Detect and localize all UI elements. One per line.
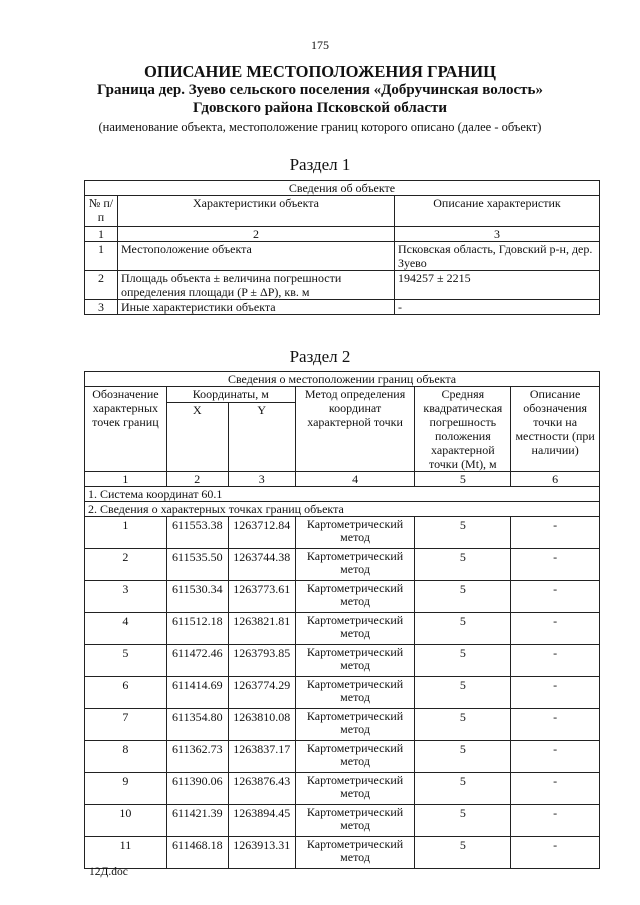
header-characteristic: Характеристики объекта [118, 196, 395, 227]
point-method: Картометрический метод [295, 613, 415, 645]
point-y: 1263837.17 [228, 741, 295, 773]
point-x: 611414.69 [166, 677, 228, 709]
point-number: 1 [85, 517, 167, 549]
points-body [85, 517, 600, 869]
object-info-table [84, 180, 600, 315]
point-accuracy: 5 [415, 549, 511, 581]
point-number: 7 [85, 709, 167, 741]
col-number: 1 [85, 227, 118, 242]
point-number: 2 [85, 549, 167, 581]
point-accuracy: 5 [415, 805, 511, 837]
point-number: 4 [85, 613, 167, 645]
point-method: Картометрический метод [295, 517, 415, 549]
object-info-caption: Сведения об объекте [85, 181, 600, 196]
table-row [85, 805, 600, 837]
point-method: Картометрический метод [295, 709, 415, 741]
point-description: - [511, 837, 600, 869]
table-row [85, 549, 600, 581]
table-row [85, 613, 600, 645]
col-number: 5 [415, 472, 511, 487]
row-description: Псковская область, Гдовский р-н, дер. Зуево [395, 242, 600, 271]
document-subtitle-line1: Граница дер. Зуево сельского поселения «Добручинская волость» [97, 82, 543, 98]
header-description: Описание характеристик [395, 196, 600, 227]
point-x: 611535.50 [166, 549, 228, 581]
row-characteristic: Площадь объекта ± величина погрешности определения площади (P ± ΔP), кв. м [118, 271, 395, 300]
point-y: 1263913.31 [228, 837, 295, 869]
point-number: 9 [85, 773, 167, 805]
point-accuracy: 5 [415, 517, 511, 549]
point-description: - [511, 613, 600, 645]
coord-system-row: 1. Система координат 60.1 [85, 487, 600, 502]
row-characteristic: Местоположение объекта [118, 242, 395, 271]
table-row [85, 300, 600, 315]
table-row [85, 741, 600, 773]
point-y: 1263774.29 [228, 677, 295, 709]
point-method: Картометрический метод [295, 645, 415, 677]
point-method: Картометрический метод [295, 773, 415, 805]
point-method: Картометрический метод [295, 805, 415, 837]
point-number: 10 [85, 805, 167, 837]
point-y: 1263821.81 [228, 613, 295, 645]
point-y: 1263793.85 [228, 645, 295, 677]
point-y: 1263894.45 [228, 805, 295, 837]
header-method: Метод определения координат характерной точки [295, 387, 415, 472]
point-y: 1263773.61 [228, 581, 295, 613]
header-accuracy: Средняя квадратическая погрешность положения характерной точки (Mt), м [415, 387, 511, 472]
point-number: 11 [85, 837, 167, 869]
row-num: 1 [85, 242, 118, 271]
point-accuracy: 5 [415, 645, 511, 677]
point-x: 611512.18 [166, 613, 228, 645]
point-x: 611472.46 [166, 645, 228, 677]
point-method: Картометрический метод [295, 581, 415, 613]
col-number: 1 [85, 472, 167, 487]
point-y: 1263876.43 [228, 773, 295, 805]
point-description: - [511, 581, 600, 613]
col-number: 6 [511, 472, 600, 487]
point-method: Картометрический метод [295, 677, 415, 709]
point-x: 611421.39 [166, 805, 228, 837]
section1-heading: Раздел 1 [289, 155, 351, 174]
col-number: 3 [228, 472, 295, 487]
point-x: 611530.34 [166, 581, 228, 613]
table-row [85, 645, 600, 677]
row-characteristic: Иные характеристики объекта [118, 300, 395, 315]
point-accuracy: 5 [415, 613, 511, 645]
point-number: 3 [85, 581, 167, 613]
point-description: - [511, 517, 600, 549]
point-description: - [511, 709, 600, 741]
row-num: 2 [85, 271, 118, 300]
boundary-caption: Сведения о местоположении границ объекта [85, 372, 600, 387]
header-coords: Координаты, м [166, 387, 295, 403]
point-accuracy: 5 [415, 741, 511, 773]
row-num: 3 [85, 300, 118, 315]
col-number: 2 [166, 472, 228, 487]
row-description: 194257 ± 2215 [395, 271, 600, 300]
point-y: 1263810.08 [228, 709, 295, 741]
point-y: 1263712.84 [228, 517, 295, 549]
point-number: 8 [85, 741, 167, 773]
table-row [85, 709, 600, 741]
section2-heading: Раздел 2 [289, 347, 351, 366]
point-x: 611362.73 [166, 741, 228, 773]
point-method: Картометрический метод [295, 549, 415, 581]
point-x: 611468.18 [166, 837, 228, 869]
table-row [85, 773, 600, 805]
point-y: 1263744.38 [228, 549, 295, 581]
page-number: 175 [311, 38, 329, 52]
footer-filename: 12Д.doc [89, 866, 128, 878]
col-number: 3 [395, 227, 600, 242]
point-accuracy: 5 [415, 677, 511, 709]
table-row [85, 581, 600, 613]
boundary-points-table [84, 371, 600, 869]
col-number: 4 [295, 472, 415, 487]
point-description: - [511, 645, 600, 677]
header-num: № п/п [85, 196, 118, 227]
header-x: X [166, 403, 228, 472]
point-description: - [511, 773, 600, 805]
col-number: 2 [118, 227, 395, 242]
header-point-description: Описание обозначения точки на местности (при наличии) [511, 387, 600, 472]
point-method: Картометрический метод [295, 837, 415, 869]
point-number: 5 [85, 645, 167, 677]
point-description: - [511, 677, 600, 709]
point-description: - [511, 549, 600, 581]
document-title: ОПИСАНИЕ МЕСТОПОЛОЖЕНИЯ ГРАНИЦ [144, 62, 496, 81]
point-number: 6 [85, 677, 167, 709]
point-method: Картометрический метод [295, 741, 415, 773]
point-accuracy: 5 [415, 773, 511, 805]
point-accuracy: 5 [415, 709, 511, 741]
header-point: Обозначение характерных точек границ [85, 387, 167, 472]
table-row [85, 271, 600, 300]
point-x: 611390.06 [166, 773, 228, 805]
table-row [85, 677, 600, 709]
point-accuracy: 5 [415, 837, 511, 869]
header-y: Y [228, 403, 295, 472]
document-title-block [0, 62, 640, 135]
document-subtitle-line2: Гдовского района Псковской области [193, 100, 447, 116]
row-description: - [395, 300, 600, 315]
table-row [85, 242, 600, 271]
table-row [85, 517, 600, 549]
point-description: - [511, 741, 600, 773]
title-note: (наименование объекта, местоположение границ которого описано (далее - объект) [98, 120, 542, 134]
points-caption-row: 2. Сведения о характерных точках границ объекта [85, 502, 600, 517]
point-x: 611553.38 [166, 517, 228, 549]
point-x: 611354.80 [166, 709, 228, 741]
point-description: - [511, 805, 600, 837]
table-row [85, 837, 600, 869]
point-accuracy: 5 [415, 581, 511, 613]
